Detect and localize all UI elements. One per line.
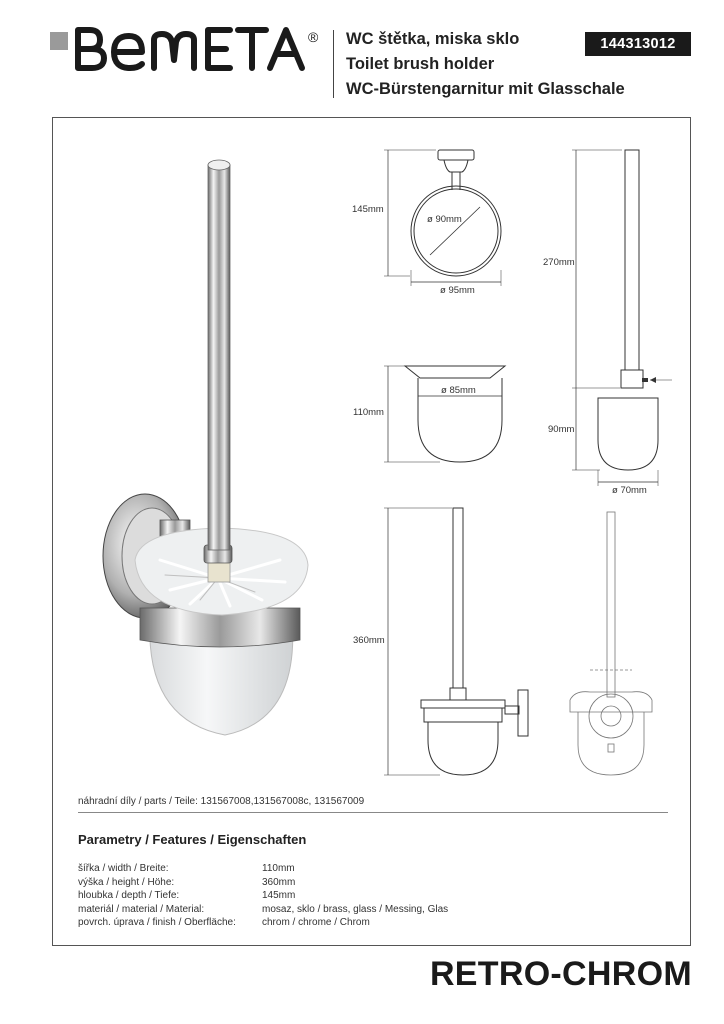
dim-ring-inner-label: ø 90mm <box>427 214 462 225</box>
callout-arrow-icon <box>650 377 656 383</box>
dim-cup-diameter-label: ø 85mm <box>441 385 476 396</box>
spec-row <box>78 889 448 903</box>
dim-depth-label: 145mm <box>352 204 384 215</box>
dim-brush-diameter-label: ø 70mm <box>612 485 647 496</box>
product-photo <box>103 160 308 735</box>
dim-brush-length-label: 270mm <box>543 257 575 268</box>
product-code: 144313012 <box>585 32 691 56</box>
drawing-brush <box>572 150 672 486</box>
spec-row <box>78 876 448 890</box>
dim-total-height-label: 360mm <box>353 635 385 646</box>
spec-label: hloubka / depth / Tiefe: <box>78 890 180 901</box>
spec-value: 145mm <box>262 890 296 901</box>
title-en: Toilet brush holder <box>346 55 495 73</box>
dim-brush-head-label: 90mm <box>548 424 575 435</box>
section-divider <box>78 812 668 813</box>
spec-value: mosaz, sklo / brass, glass / Messing, Glas <box>262 903 449 915</box>
dim-ring-outer-label: ø 95mm <box>440 285 475 296</box>
title-de: WC-Bürstengarnitur mit Glasschale <box>346 80 625 98</box>
svg-text:®: ® <box>308 29 319 45</box>
spec-label: šířka / width / Breite: <box>78 863 169 874</box>
features-table <box>78 862 448 930</box>
dim-cup-height-label: 110mm <box>353 407 384 418</box>
spec-row <box>78 862 448 876</box>
drawing-assembly-side <box>384 508 528 775</box>
spec-value: 360mm <box>262 876 296 888</box>
spare-parts-text: náhradní díly / parts / Teile: 131567008,131567008c, 131567009 <box>78 796 365 807</box>
spec-row <box>78 903 448 917</box>
spec-label: materiál / material / Material: <box>78 903 205 915</box>
spec-row <box>78 916 448 930</box>
features-title: Parametry / Features / Eigenschaften <box>78 832 307 847</box>
spec-label: povrch. úprava / finish / Oberfläche: <box>78 917 236 928</box>
spec-label: výška / height / Höhe: <box>78 876 175 888</box>
title-cz: WC štětka, miska sklo <box>346 30 520 48</box>
series-name: RETRO-CHROM <box>429 955 692 993</box>
spec-value: chrom / chrome / Chrom <box>262 917 370 928</box>
spec-value: 110mm <box>262 863 295 874</box>
drawing-assembly-front <box>570 512 652 775</box>
drawing-glass-cup <box>384 366 505 462</box>
